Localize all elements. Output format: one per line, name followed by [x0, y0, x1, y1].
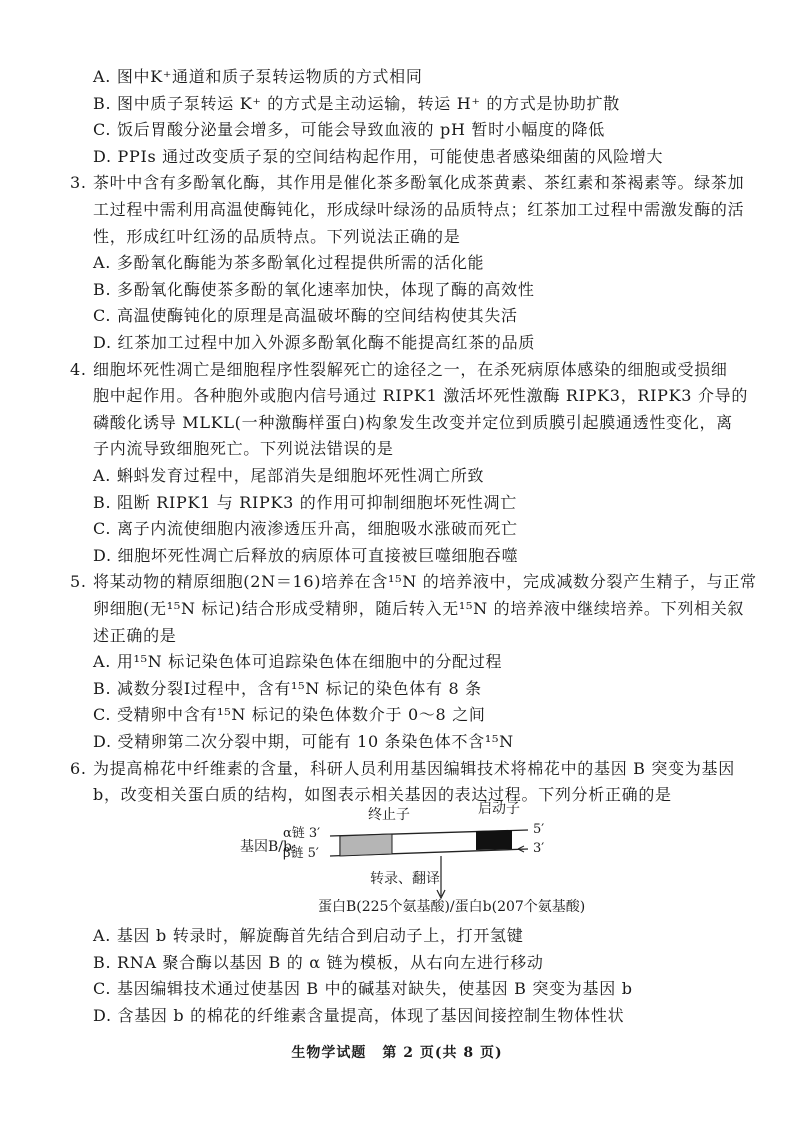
- option-line: A. 图中K⁺通道和质子泵转运物质的方式相同: [93, 67, 423, 86]
- option-line: C. 高温使酶钝化的原理是高温破坏酶的空间结构使其失活: [93, 306, 518, 326]
- protein-product-label: 蛋白B(225个氨基酸)/蛋白b(207个氨基酸): [318, 899, 586, 915]
- page-footer: [0, 1042, 794, 1062]
- three-prime-label: 3′: [533, 841, 545, 856]
- option-line: A. 多酚氧化酶能为茶多酚氧化过程提供所需的活化能: [93, 253, 485, 273]
- question-stem-line: 性，形成红叶红汤的品质特点。下列说法正确的是: [93, 226, 461, 246]
- question-stem-line: 述正确的是: [93, 625, 177, 645]
- question-stem-line: 为提高棉花中纤维素的含量，科研人员利用基因编辑技术将棉花中的基因 B 突变为基因: [93, 758, 735, 778]
- question-number: 5.: [70, 572, 87, 592]
- option-line: A. 蝌蚪发育过程中，尾部消失是细胞坏死性凋亡所致: [93, 466, 485, 485]
- option-line: A. 用¹⁵N 标记染色体可追踪染色体在细胞中的分配过程: [93, 652, 503, 672]
- question-number: 4.: [70, 359, 87, 379]
- footer-page-number: 第 2 页(共 8 页): [382, 1045, 503, 1061]
- option-line: B. 多酚氧化酶使茶多酚的氧化速率加快，体现了酶的高效性: [93, 279, 535, 299]
- question-stem-line: b，改变相关蛋白质的结构，如图表示相关基因的表达过程。下列分析正确的是: [93, 785, 672, 805]
- option-line: C. 受精卵中含有¹⁵N 标记的染色体数介于 0～8 之间: [93, 705, 486, 725]
- question-stem-line: 茶叶中含有多酚氧化酶，其作用是催化茶多酚氧化成茶黄素、茶红素和茶褐素等。绿茶加: [93, 173, 745, 193]
- question-stem-line: 细胞坏死性凋亡是细胞程序性裂解死亡的途径之一，在杀死病原体感染的细胞或受损细: [93, 359, 728, 379]
- alpha-strand-label: α链 3′: [283, 826, 321, 841]
- option-line: D. 红茶加工过程中加入外源多酚氧化酶不能提高红茶的品质: [93, 333, 536, 352]
- option-line: C. 离子内流使细胞内液渗透压升高，细胞吸水涨破而死亡: [93, 519, 518, 539]
- promoter-label: 启动子: [478, 801, 520, 817]
- option-line: C. 基因编辑技术通过使基因 B 中的碱基对缺失，使基因 B 突变为基因 b: [93, 979, 633, 999]
- option-line: B. 图中质子泵转运 K⁺ 的方式是主动运输，转运 H⁺ 的方式是协助扩散: [93, 93, 620, 113]
- option-line: B. 阻断 RIPK1 与 RIPK3 的作用可抑制细胞坏死性凋亡: [93, 492, 517, 512]
- question-number: 3.: [70, 173, 87, 193]
- option-line: D. 受精卵第二次分裂中期，可能有 10 条染色体不含¹⁵N: [93, 732, 514, 751]
- question-stem-line: 工过程中需利用高温使酶钝化，形成绿叶绿汤的品质特点；红茶加工过程中需激发酶的活: [93, 200, 745, 219]
- option-line: D. 含基因 b 的棉花的纤维素含量提高，体现了基因间接控制生物体性状: [93, 1005, 625, 1025]
- footer-subject: 生物学试题: [291, 1045, 367, 1061]
- terminator-label: 终止子: [368, 807, 410, 823]
- option-line: A. 基因 b 转录时，解旋酶首先结合到启动子上，打开氢键: [93, 926, 524, 945]
- option-line: B. 减数分裂Ⅰ过程中，含有¹⁵N 标记的染色体有 8 条: [93, 678, 482, 698]
- question-stem-line: 子内流导致细胞死亡。下列说法错误的是: [93, 439, 394, 459]
- option-line: D. 细胞坏死性凋亡后释放的病原体可直接被巨噬细胞吞噬: [93, 545, 519, 565]
- beta-strand-label: β链 5′: [283, 846, 319, 861]
- option-line: C. 饭后胃酸分泌量会增多，可能会导致血液的 pH 暂时小幅度的降低: [93, 120, 606, 140]
- question-stem-line: 卵细胞(无¹⁵N 标记)结合形成受精卵，随后转入无¹⁵N 的培养液中继续培养。下列相关叙: [93, 599, 745, 618]
- question-number: 6.: [70, 758, 87, 778]
- terminator-box: [340, 834, 392, 856]
- option-line: B. RNA 聚合酶以基因 B 的 α 链为模板，从右向左进行移动: [93, 952, 544, 972]
- question-stem-line: 磷酸化诱导 MLKL(一种激酶样蛋白)构象发生改变并定位到质膜引起膜通透性变化，离: [93, 412, 733, 432]
- question-stem-line: 胞中起作用。各种胞外或胞内信号通过 RIPK1 激活坏死性激酶 RIPK3，RIPK3 介导的: [93, 386, 749, 406]
- option-line: D. PPIs 通过改变质子泵的空间结构起作用，可能使患者感染细菌的风险增大: [93, 146, 664, 166]
- question-stem-line: 将某动物的精原细胞(2N＝16)培养在含¹⁵N 的培养液中，完成减数分裂产生精子，与正常: [93, 572, 757, 592]
- process-label: 转录、翻译: [370, 871, 440, 887]
- promoter-box: [476, 830, 512, 850]
- gene-label: 基因B/b:: [240, 839, 297, 855]
- five-prime-label: 5′: [533, 822, 545, 837]
